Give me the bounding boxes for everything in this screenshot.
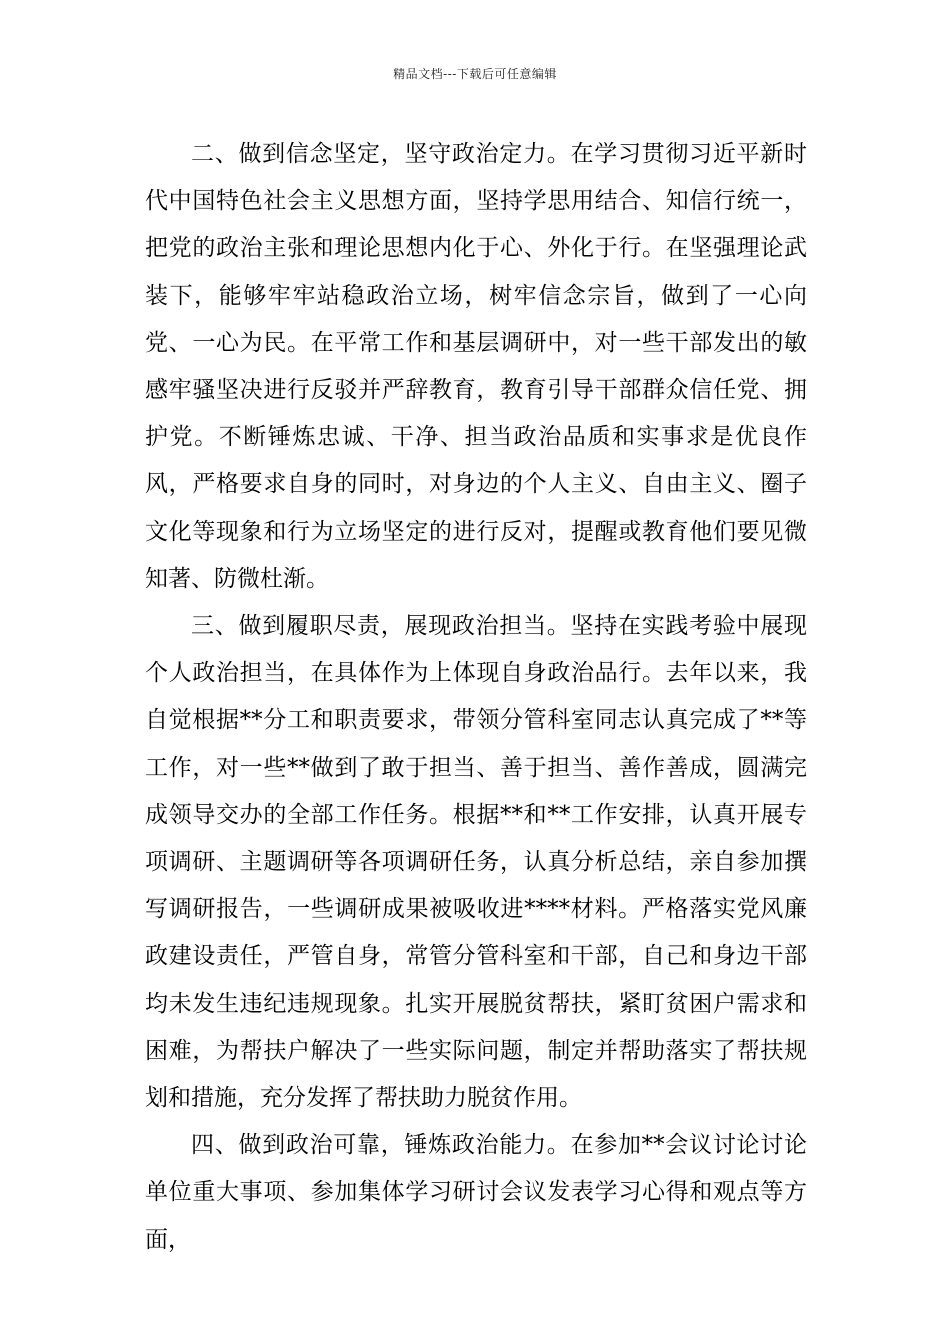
document-body: [145, 131, 807, 1264]
page-header: 精品文档---下载后可任意编辑: [393, 67, 557, 81]
paragraph-3: 三、做到履职尽责，展现政治担当。坚持在实践考验中展现个人政治担当，在具体作为上体现自身政治品行。去年以来，我自觉根据**分工和职责要求，带领分管科室同志认真完成了**等工作，对一些**做到了敢于担当、善于担当、善作善成，圆满完成领导交办的全部工作任务。根据**和**工作安排，认真开展专项调研、主题调研等各项调研任务，认真分析总结，亲自参加撰写调研报告，一些调研成果被吸收进****材料。严格落实党风廉政建设责任，严管自身，常管分管科室和干部，自己和身边干部均未发生违纪违规现象。扎实开展脱贫帮扶，紧盯贫困户需求和困难，为帮扶户解决了一些实际问题，制定并帮助落实了帮扶规划和措施，充分发挥了帮扶助力脱贫作用。: [145, 613, 807, 1112]
paragraph-4: 四、做到政治可靠，锤炼政治能力。在参加**会议讨论讨论单位重大事项、参加集体学习研讨会议发表学习心得和观点等方面，: [145, 1132, 807, 1253]
paragraph-2: 二、做到信念坚定，坚守政治定力。在学习贯彻习近平新时代中国特色社会主义思想方面，坚持学思用结合、知信行统一，把党的政治主张和理论思想内化于心、外化于行。在坚强理论武装下，能够牢牢站稳政治立场，树牢信念宗旨，做到了一心向党、一心为民。在平常工作和基层调研中，对一些干部发出的敏感牢骚坚决进行反驳并严辞教育，教育引导干部群众信任党、拥护党。不断锤炼忠诚、干净、担当政治品质和实事求是优良作风，严格要求自身的同时，对身边的个人主义、自由主义、圈子文化等现象和行为立场坚定的进行反对，提醒或教育他们要见微知著、防微杜渐。: [145, 141, 807, 592]
